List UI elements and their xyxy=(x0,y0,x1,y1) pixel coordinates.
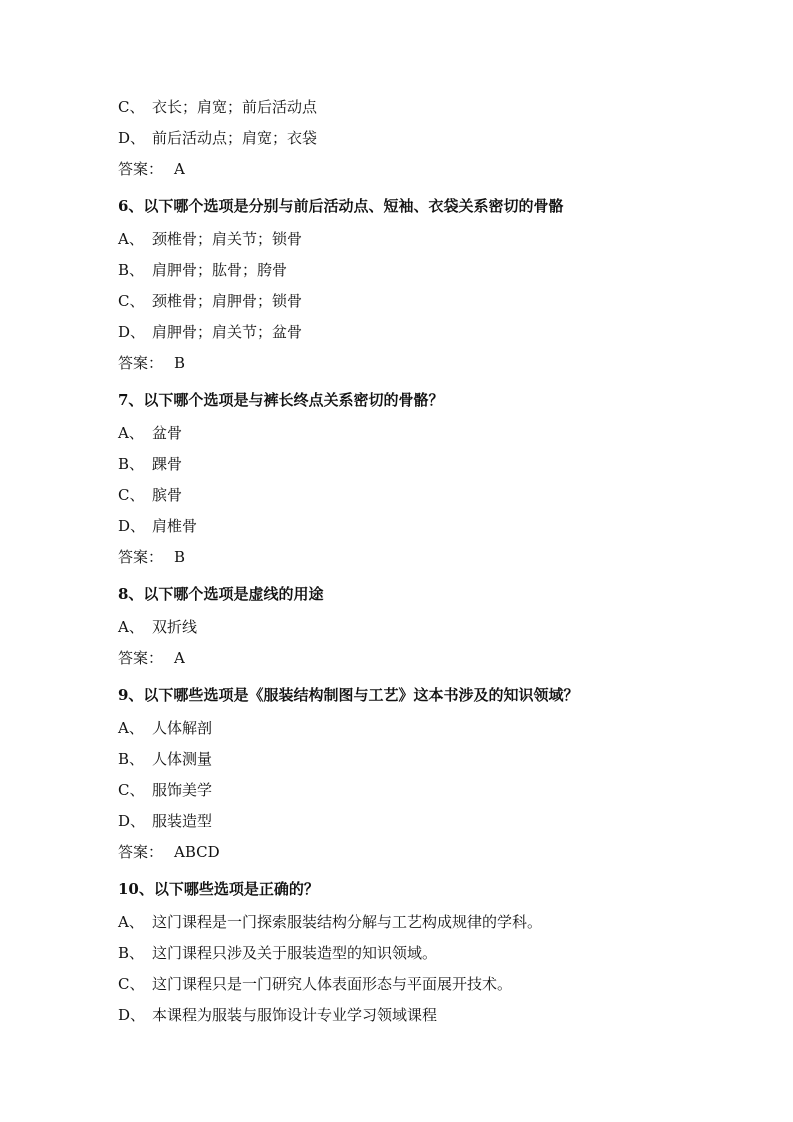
option-text: 人体测量 xyxy=(152,750,213,768)
option-text: 踝骨 xyxy=(152,455,183,473)
answer-value: B xyxy=(174,354,186,372)
option-b xyxy=(118,449,718,480)
option-text: 衣长；肩宽；前后活动点 xyxy=(152,98,318,116)
option-text: 肩胛骨；肱骨；胯骨 xyxy=(152,261,288,279)
option-c xyxy=(118,286,718,317)
option-text: 颈椎骨；肩关节；锁骨 xyxy=(152,230,303,248)
answer-label: 答案： xyxy=(118,843,164,861)
answer-value: A xyxy=(174,160,185,178)
option-c xyxy=(118,92,718,123)
option-a xyxy=(118,713,718,744)
option-letter: A、 xyxy=(118,719,144,737)
option-letter: A、 xyxy=(118,618,144,636)
answer-label: 答案： xyxy=(118,160,164,178)
option-c xyxy=(118,480,718,511)
option-letter: D、 xyxy=(118,517,146,535)
option-text: 颈椎骨；肩胛骨；锁骨 xyxy=(152,292,303,310)
option-text: 膑骨 xyxy=(152,486,183,504)
option-text: 服饰美学 xyxy=(152,781,213,799)
option-a xyxy=(118,907,718,938)
option-d xyxy=(118,1000,718,1031)
option-letter: C、 xyxy=(118,98,145,116)
question-title: 6、以下哪个选项是分别与前后活动点、短袖、衣袋关系密切的骨骼 xyxy=(118,197,564,215)
option-d xyxy=(118,317,718,348)
option-text: 双折线 xyxy=(152,618,198,636)
answer-value: B xyxy=(174,548,186,566)
option-b xyxy=(118,255,718,286)
answer-line xyxy=(118,643,718,674)
answer-label: 答案： xyxy=(118,548,164,566)
option-d xyxy=(118,511,718,542)
option-letter: B、 xyxy=(118,261,145,279)
option-letter: C、 xyxy=(118,975,145,993)
option-text: 前后活动点；肩宽；衣袋 xyxy=(152,129,318,147)
option-text: 肩胛骨；肩关节；盆骨 xyxy=(152,323,303,341)
option-text: 本课程为服装与服饰设计专业学习领域课程 xyxy=(152,1006,438,1024)
option-letter: A、 xyxy=(118,913,144,931)
document-page xyxy=(118,92,718,1031)
option-d xyxy=(118,123,718,154)
question-title: 8、以下哪个选项是虚线的用途 xyxy=(118,585,324,603)
option-c xyxy=(118,969,718,1000)
question-title: 10、以下哪些选项是正确的？ xyxy=(118,880,319,898)
option-letter: D、 xyxy=(118,812,146,830)
option-letter: D、 xyxy=(118,129,146,147)
option-letter: A、 xyxy=(118,230,144,248)
answer-line xyxy=(118,542,718,573)
answer-value: ABCD xyxy=(174,843,220,861)
option-letter: D、 xyxy=(118,1006,146,1024)
option-a xyxy=(118,612,718,643)
option-a xyxy=(118,224,718,255)
option-letter: B、 xyxy=(118,750,145,768)
option-a xyxy=(118,418,718,449)
question-title: 9、以下哪些选项是《服装结构制图与工艺》这本书涉及的知识领域？ xyxy=(118,686,579,704)
option-letter: C、 xyxy=(118,486,145,504)
option-b xyxy=(118,744,718,775)
answer-line xyxy=(118,837,718,868)
answer-line xyxy=(118,154,718,185)
option-text: 这门课程只涉及关于服装造型的知识领域。 xyxy=(152,944,438,962)
option-text: 盆骨 xyxy=(152,424,183,442)
option-text: 这门课程只是一门研究人体表面形态与平面展开技术。 xyxy=(152,975,513,993)
option-c xyxy=(118,775,718,806)
option-text: 服装造型 xyxy=(152,812,213,830)
option-letter: C、 xyxy=(118,781,145,799)
question-title: 7、以下哪个选项是与裤长终点关系密切的骨骼？ xyxy=(118,391,444,409)
option-letter: B、 xyxy=(118,944,145,962)
answer-label: 答案： xyxy=(118,354,164,372)
option-letter: B、 xyxy=(118,455,145,473)
option-letter: C、 xyxy=(118,292,145,310)
option-text: 人体解剖 xyxy=(152,719,213,737)
option-text: 肩椎骨 xyxy=(152,517,198,535)
answer-label: 答案： xyxy=(118,649,164,667)
answer-line xyxy=(118,348,718,379)
answer-value: A xyxy=(174,649,185,667)
option-b xyxy=(118,938,718,969)
option-letter: D、 xyxy=(118,323,146,341)
option-text: 这门课程是一门探索服装结构分解与工艺构成规律的学科。 xyxy=(152,913,543,931)
option-letter: A、 xyxy=(118,424,144,442)
option-d xyxy=(118,806,718,837)
